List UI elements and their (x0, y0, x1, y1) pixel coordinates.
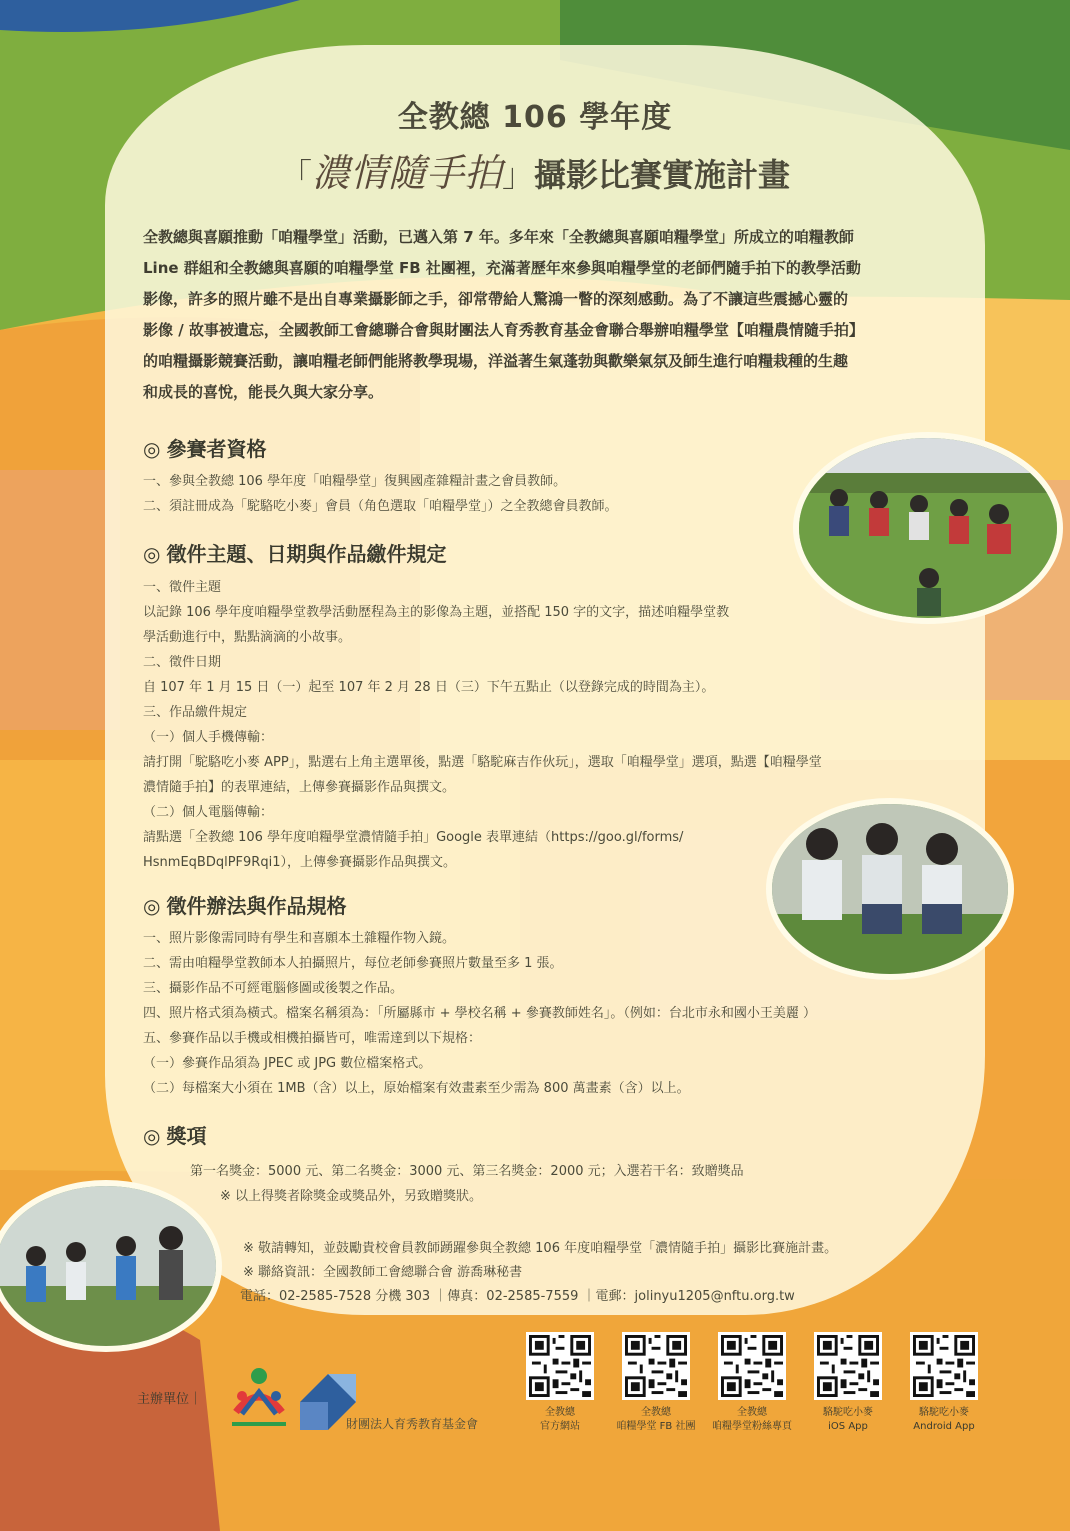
qr-android-app[interactable] (894, 1332, 994, 1434)
qr-label: 駱駝吃小麥 (919, 1407, 969, 1418)
qr-code-icon (814, 1332, 882, 1400)
page-subtitle (0, 142, 1070, 197)
list-item: 自 107 年 1 月 15 日（一）起至 107 年 2 月 28 日（三）下午五點止（以登錄完成的時間為主）。 (143, 680, 715, 695)
list-item: （二）個人電腦傳輸： (143, 805, 274, 820)
list-item: 三、攝影作品不可經電腦修圖或後製之作品。 (143, 981, 404, 996)
bullseye-icon: ◎ (143, 542, 161, 566)
nftu-logo (228, 1362, 290, 1430)
bullseye-icon: ◎ (143, 1124, 161, 1148)
qr-label: 咱糧學堂粉絲專頁 (712, 1421, 792, 1432)
section-heading-rules (143, 890, 346, 919)
qr-code-icon (526, 1332, 594, 1400)
section-heading-theme (143, 538, 446, 567)
eligibility-list (143, 469, 618, 519)
photo-students-field (793, 432, 1063, 624)
title-calligraphy: 濃情隨手拍 (311, 151, 502, 195)
section-title: 徵件辦法與作品規格 (166, 894, 347, 918)
section-heading-eligibility (143, 433, 266, 462)
phone-email-text: 電話：02-2585-7528 分機 303 ｜傳真：02-2585-7559 ｜電郵：jolinyu1205@nftu.org.tw (240, 1289, 795, 1304)
organizer-label: 主辦單位｜ (137, 1392, 203, 1407)
page-title: 全教總 106 學年度 (397, 100, 673, 135)
awards-note: ※ 以上得獎者除獎金或獎品外，另致贈獎狀。 (220, 1189, 483, 1204)
notice-text: ※ 敬請轉知，並鼓勵貴校會員教師踴躍參與全教總 106 年度咱糧學堂「濃情隨手拍」攝影比賽施計畫。 (243, 1241, 838, 1256)
list-item: （二）每檔案大小須在 1MB（含）以上，原始檔案有效畫素至少需為 800 萬畫素（含）以上。 (143, 1081, 690, 1096)
qr-code-icon (910, 1332, 978, 1400)
list-item: 濃情隨手拍】的表單連結，上傳參賽攝影作品與撰文。 (143, 780, 456, 795)
qr-label: 全教總 (545, 1407, 575, 1418)
form-link[interactable]: HsnmEqBDqlPF9Rqi1），上傳參賽攝影作品與撰文。 (143, 855, 456, 870)
form-link[interactable]: 請點選「全教總 106 學年度咱糧學堂濃情隨手拍」Google 表單連結（https://goo.gl/forms/ (143, 830, 684, 845)
contact-text: ※ 聯絡資訊：全國教師工會總聯合會 游喬琳秘書 (243, 1265, 523, 1280)
list-item: 請打開「駝駱吃小麥 APP」，點選右上角主選單後，點選「駱駝麻吉作伙玩」，選取「咱糧學堂」選項，點選【咱糧學堂 (143, 755, 822, 770)
title-quote-close: 」 (502, 156, 535, 194)
list-item: 二、需由咱糧學堂教師本人拍攝照片，每位老師參賽照片數量至多 1 張。 (143, 956, 563, 971)
bullseye-icon: ◎ (143, 437, 161, 461)
intro-line: 和成長的喜悅，能長久與大家分享。 (143, 383, 384, 401)
qr-official-site[interactable] (510, 1332, 610, 1434)
title-rest: 攝影比賽實施計畫 (534, 156, 791, 194)
bullseye-icon: ◎ (143, 894, 161, 918)
qr-label: 官方網站 (540, 1421, 580, 1432)
intro-line: 的咱糧攝影競賽活動，讓咱糧老師們能將教學現場，洋溢著生氣蓬勃與歡樂氣氛及師生進行咱糧栽種的生趣 (143, 352, 849, 370)
title-quote-open: 「 (279, 156, 312, 194)
awards-prizes: 第一名獎金：5000 元、第二名獎金：3000 元、第三名獎金：2000 元；入選若干名：致贈獎品 (190, 1164, 744, 1179)
qr-label: 咱糧學堂 FB 社團 (616, 1421, 696, 1432)
list-item: 學活動進行中，點點滴滴的小故事。 (143, 630, 352, 645)
list-item: （一）個人手機傳輸： (143, 730, 274, 745)
qr-code-icon (718, 1332, 786, 1400)
photo-class-outdoor (0, 1180, 222, 1352)
list-item: 一、徵件主題 (143, 580, 222, 595)
list-item: 五、參賽作品以手機或相機拍攝皆可，唯需達到以下規格： (143, 1031, 482, 1046)
photo-students-garden (766, 798, 1014, 980)
intro-line: 影像，許多的照片雖不是出自專業攝影師之手，卻常帶給人驚鴻一瞥的深刻感動。為了不讓這些震撼心靈的 (143, 290, 849, 308)
list-item: 二、須註冊成為「駝駱吃小麥」會員（角色選取「咱糧學堂」）之全教總會員教師。 (143, 499, 618, 514)
rules-list (143, 926, 816, 1101)
theme-list (143, 575, 822, 875)
qr-label: iOS App (828, 1421, 868, 1432)
org2-name: 財團法人育秀教育基金會 (346, 1417, 479, 1431)
list-item: 一、參與全教總 106 學年度「咱糧學堂」復興國產雜糧計畫之會員教師。 (143, 474, 567, 489)
section-title: 參賽者資格 (166, 437, 267, 461)
qr-label: Android App (913, 1421, 975, 1432)
list-item: 一、照片影像需同時有學生和喜願本土雜糧作物入鏡。 (143, 931, 456, 946)
qr-label: 全教總 (641, 1407, 671, 1418)
intro-line: 全教總與喜願推動「咱糧學堂」活動，已邁入第 7 年。多年來「全教總與喜願咱糧學堂」所成立的咱糧教師 (143, 228, 854, 246)
intro-line: 影像 / 故事被遺忘，全國教師工會總聯合會與財團法人育秀教育基金會聯合舉辦咱糧學堂【咱糧農情隨手拍】 (143, 321, 864, 339)
qr-ios-app[interactable] (798, 1332, 898, 1434)
qr-fb-group[interactable] (606, 1332, 706, 1434)
list-item: （一）參賽作品須為 JPEC 或 JPG 數位檔案格式。 (143, 1056, 432, 1071)
intro-line: Line 群組和全教總與喜願的咱糧學堂 FB 社團裡，充滿著歷年來參與咱糧學堂的老師們隨手拍下的教學活動 (143, 259, 861, 277)
qr-code-icon (622, 1332, 690, 1400)
list-item: 三、作品繳件規定 (143, 705, 248, 720)
intro-paragraph (143, 222, 933, 408)
list-item: 二、徵件日期 (143, 655, 222, 670)
list-item: 以記錄 106 學年度咱糧學堂教學活動歷程為主的影像為主題，並搭配 150 字的文字，描述咱糧學堂教 (143, 605, 730, 620)
qr-fan-page[interactable] (702, 1332, 802, 1434)
qr-label: 駱駝吃小麥 (823, 1407, 873, 1418)
section-title: 徵件主題、日期與作品繳件規定 (166, 542, 447, 566)
section-title: 獎項 (166, 1124, 207, 1148)
list-item: 四、照片格式須為橫式。檔案名稱須為：「所屬縣市 + 學校名稱 + 參賽教師姓名」。（例如：台北市永和國小王美麗 ） (143, 1006, 816, 1021)
section-heading-awards (143, 1120, 206, 1149)
qr-label: 全教總 (737, 1407, 767, 1418)
